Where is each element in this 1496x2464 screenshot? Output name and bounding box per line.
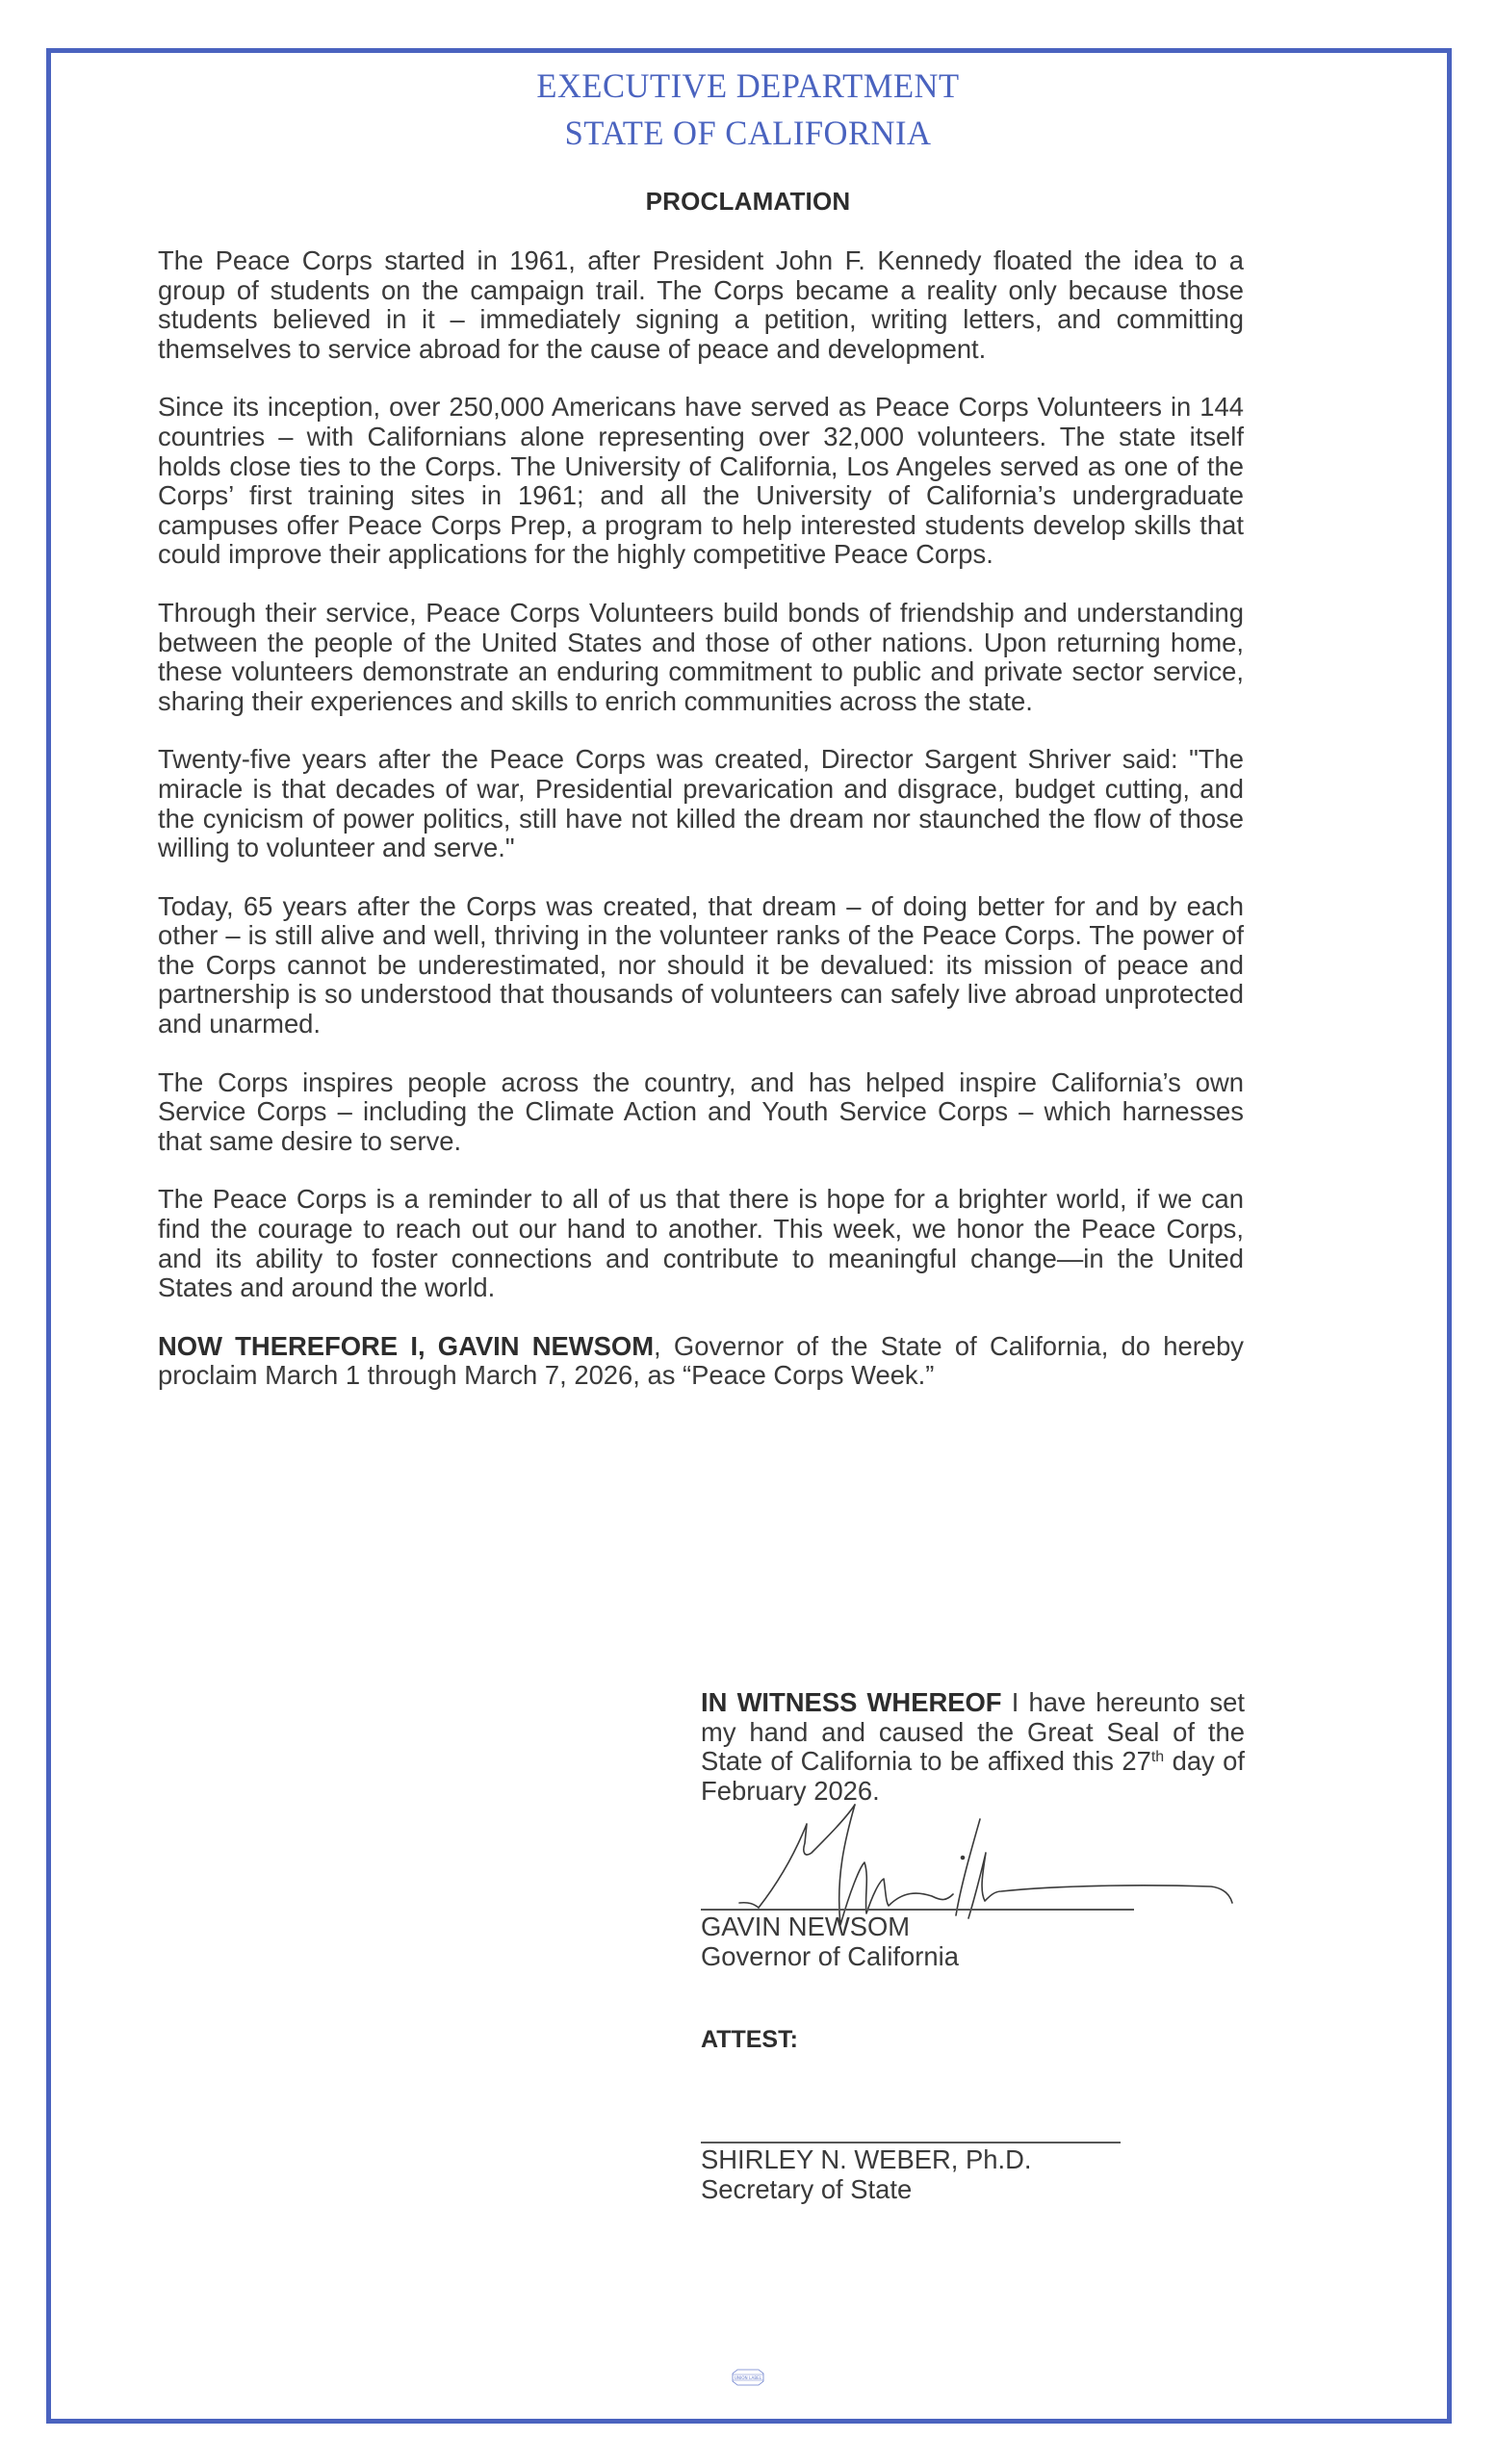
paragraph: The Peace Corps is a reminder to all of us that there is hope for a brighter world, if we can find the courage to reach out our hand to another. This week, we honor the Peace Corps, and its ability to foster connections and contribute to meaningful change—in the United States and around the world. <box>158 1184 1244 1303</box>
union-label-text: UNION LABEL <box>734 2374 762 2380</box>
attest-title: Secretary of State <box>701 2174 913 2204</box>
paragraph: Today, 65 years after the Corps was created, that dream – of doing better for and by each other – is still alive and well, thriving in the volunteer ranks of the Peace Corps. The power of the Corps cannot be underestimated, nor should it be devalued: its mission of peace and partnership is so understood that thousands of volunteers can safely live abroad unprotected and unarmed. <box>158 890 1244 1040</box>
attest-signer <box>701 2144 1032 2204</box>
proclamation-lead: NOW THEREFORE I, GAVIN NEWSOM <box>158 1330 655 1361</box>
day-ordinal-suffix: th <box>1150 1749 1165 1766</box>
attest-signature-line <box>701 2142 1121 2143</box>
witness-lead: IN WITNESS WHEREOF <box>701 1687 1002 1717</box>
witness-date: day of February 2026. <box>701 1746 1245 1806</box>
governor-name: GAVIN NEWSOM <box>701 1912 911 1941</box>
proclamation-body <box>158 246 1244 1391</box>
header-state: STATE OF CALIFORNIA <box>564 114 932 152</box>
union-label-icon <box>730 2368 766 2387</box>
governor-signer <box>701 1912 959 1971</box>
attest-name: SHIRLEY N. WEBER, Ph.D. <box>701 2144 1032 2174</box>
paragraph: The Corps inspires people across the country, and has helped inspire California’s own Service Corps – including the Climate Action and Youth Service Corps – which harnesses that same desire to serve. <box>158 1066 1244 1156</box>
proclamation-statement <box>158 1332 1244 1391</box>
witness-text: I have hereunto set my hand and caused the Great Seal of the State of California to be affixed this 27 <box>701 1687 1245 1777</box>
governor-title: Governor of California <box>701 1941 959 1971</box>
proclamation-rest: , Governor of the State of California, do hereby proclaim March 1 through March 7, 2026, as “Peace Corps Week.” <box>158 1330 1244 1391</box>
attest-label: ATTEST: <box>701 2026 798 2053</box>
document-header <box>30 63 1466 157</box>
signature-stroke <box>956 1819 1232 1918</box>
witness-clause <box>701 1688 1245 1806</box>
signature-stroke <box>739 1903 759 1908</box>
proclamation-title: PROCLAMATION <box>645 187 851 216</box>
paragraph: The Peace Corps started in 1961, after President John F. Kennedy floated the idea to a group of students on the campaign trail. The Corps became a reality only because those students believed in it – immediately signing a petition, writing letters, and committing themselves to service abroad for the cause of peace and development. <box>158 245 1244 364</box>
signature-dot <box>962 1857 965 1860</box>
paragraph: Since its inception, over 250,000 Americans have served as Peace Corps Volunteers in 144 countries – with Californians alone representing over 32,000 volunteers. The state itself holds close ties to the Corps. The University of California, Los Angeles served as one of the Corps’ first training sites in 1961; and all the University of California’s undergraduate campuses offer Peace Corps Prep, a program to help interested students develop skills that could improve their applications for the highly competitive Peace Corps. <box>158 392 1244 570</box>
signature-stroke <box>839 1805 953 1925</box>
paragraph: Through their service, Peace Corps Volunteers build bonds of friendship and understanding between the people of the United States and those of other nations. Upon returning home, these volunteers demonstrate an enduring commitment to public and private sector service, sharing their experiences and skills to enrich communities across the state. <box>158 597 1244 716</box>
governor-signature-line <box>701 1909 1134 1911</box>
signature-stroke <box>759 1805 855 1908</box>
header-department: EXECUTIVE DEPARTMENT <box>536 66 960 105</box>
paragraph: Twenty-five years after the Peace Corps was created, Director Sargent Shriver said: "The miracle is that decades of war, Presidential prevarication and disgrace, budget cutting, and the cynicism of power politics, still have not killed the dream nor staunched the flow of those willing to volunteer and serve." <box>158 744 1244 863</box>
